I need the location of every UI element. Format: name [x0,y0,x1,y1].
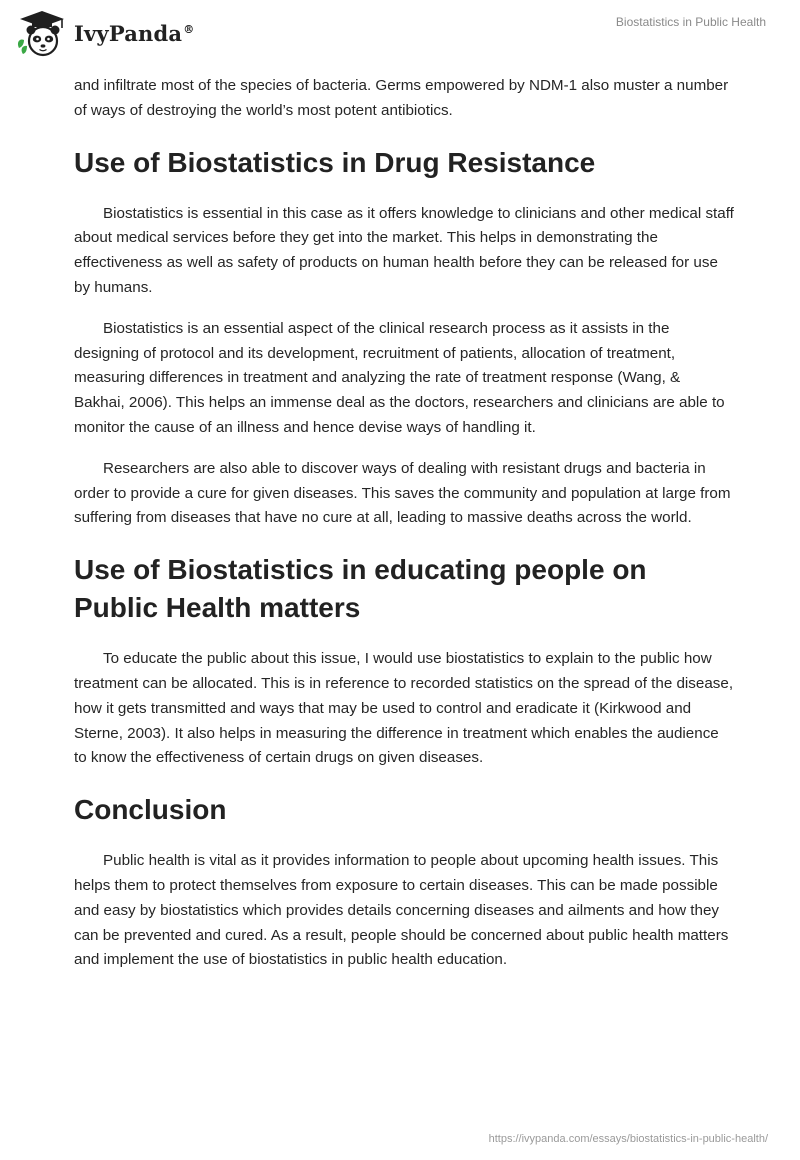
paragraph: To educate the public about this issue, I would use biostatistics to explain to the public how treatment can be allocated. This is in reference to recorded statistics on the spread of the disease, how it gets transmitted and ways that may be used to control and eradicate it (Kirkwood and Sterne, 2003). It also helps in measuring the difference in treatment which enables the audience to know the effectiveness of certain drugs on given diseases. [74,650,734,767]
brand-name [74,21,194,46]
heading-conclusion: Conclusion [74,794,227,826]
running-title: Biostatistics in Public Health [615,15,766,29]
paragraph: Biostatistics is an essential aspect of the clinical research process as it assists in the designing of protocol and its development, recruitment of patients, allocation of treatment, measuring differences in treatment and analyzing the rate of treatment response (Wang, & Bakhai, 2006). This helps an immense deal as the doctors, researchers and clinicians are able to monitor the cause of an illness and hence devise ways of handling it. [74,319,725,436]
source-url-link[interactable]: https://ivypanda.com/essays/biostatistics-in-public-health/ [488,1133,768,1145]
paragraph: Researchers are also able to discover ways of dealing with resistant drugs and bacteria in order to provide a cure for given diseases. This saves the community and population at large from suffering from diseases that have no cure at all, leading to massive deaths across the world. [74,459,731,527]
ivypanda-logo[interactable] [14,8,194,58]
paragraph: Public health is vital as it provides information to people about upcoming health issues. This helps them to protect themselves from exposure to certain diseases. This can be made possible and easy by biostatistics which provides details concerning diseases and ailments and how they can be prevented and cured. As a result, people should be concerned about public health matters and implement the use of biostatistics in public health education. [74,852,729,969]
heading-educating-public: Use of Biostatistics in educating people on Public Health matters [74,554,647,624]
intro-paragraph: and infiltrate most of the species of bacteria. Germs empowered by NDM-1 also muster a number of ways of destroying the world’s most potent antibiotics. [74,77,729,119]
heading-drug-resistance: Use of Biostatistics in Drug Resistance [74,146,596,178]
panda-graduate-icon [14,8,70,58]
essay-content [74,74,734,989]
brand-label: IvyPanda [74,20,183,46]
paragraph: Biostatistics is essential in this case as it offers knowledge to clinicians and other medical staff about medical services before they get into the market. This helps in demonstrating the effectiveness as well as safety of products on human health before they can be released for use by humans. [74,204,734,296]
registered-mark: ® [183,22,195,36]
page-header [0,0,800,62]
